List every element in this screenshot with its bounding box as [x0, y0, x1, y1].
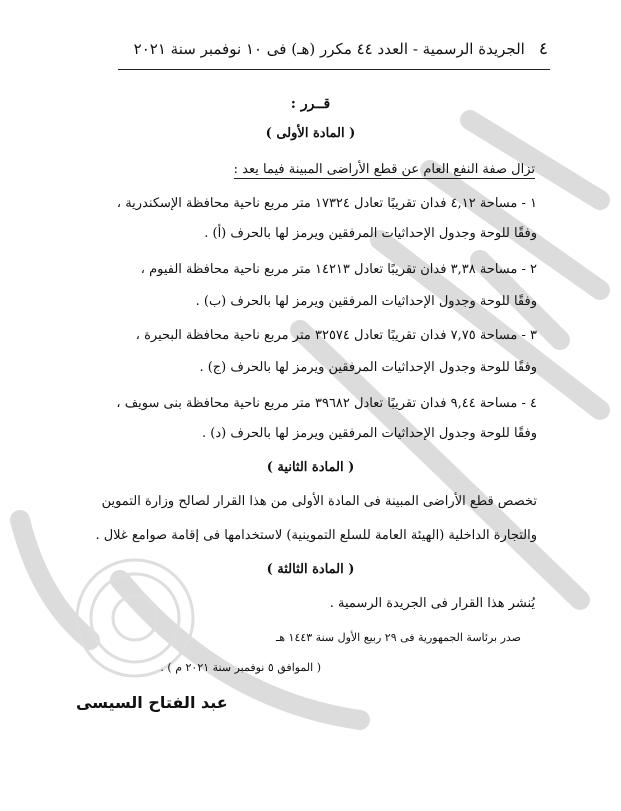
page-header	[118, 38, 548, 60]
article2-line1: تخصص قطع الأراضى المبينة فى المادة الأولى من هذا القرار لصالح وزارة التموين	[101, 494, 537, 509]
article2-heading: ( المادة الثانية )	[266, 460, 355, 475]
issued-date: صدر برئاسة الجمهورية فى ٢٩ ربيع الأول سنة ١٤٤٣ هـ	[276, 631, 521, 644]
item3-line1: ٣ - مساحة ٧,٧٥ فدان تقريبًا تعادل ٣٢٥٧٤ متر مربع ناحية محافظة البحيرة ،	[135, 328, 537, 343]
item1-line1: ١ - مساحة ٤,١٢ فدان تقريبًا تعادل ١٧٣٢٤ متر مربع ناحية محافظة الإسكندرية ،	[116, 196, 537, 211]
item4-line2: وفقًا للوحة وجدول الإحداثيات المرفقين ويرمز لها بالحرف (د) .	[202, 426, 537, 441]
item4-line1: ٤ - مساحة ٩,٤٤ فدان تقريبًا تعادل ٣٩٦٨٢ متر مربع ناحية محافظة بنى سويف ،	[116, 396, 537, 411]
decision-title: قــرر :	[290, 96, 331, 112]
header-divider	[118, 69, 550, 70]
item2-line2: وفقًا للوحة وجدول الإحداثيات المرفقين ويرمز لها بالحرف (ب) .	[195, 294, 537, 309]
article1-intro	[234, 160, 535, 180]
article3-line1: يُنشر هذا القرار فى الجريدة الرسمية .	[329, 596, 535, 611]
item1-line2: وفقًا للوحة وجدول الإحداثيات المرفقين ويرمز لها بالحرف (أ) .	[204, 226, 537, 241]
article1-heading: ( المادة الأولى )	[265, 126, 356, 141]
article3-heading: ( المادة الثالثة )	[266, 562, 355, 577]
article1-intro-text: تزال صفة النفع العام عن قطع الأراضى المبينة فيما يعد :	[233, 162, 535, 177]
signature: عبد الفتاح السيسى	[76, 693, 228, 712]
gazette-title: الجريدة الرسمية - العدد ٤٤ مكرر (هـ) فى ١٠ نوفمبر سنة ٢٠٢١	[133, 40, 525, 58]
article2-line2: والتجارة الداخلية (الهيئة العامة للسلع التموينية) لاستخدامها فى إقامة صوامع غلال .	[95, 528, 537, 543]
item3-line2: وفقًا للوحة وجدول الإحداثيات المرفقين ويرمز لها بالحرف (ج) .	[199, 360, 537, 375]
corresponding-date: ( الموافق ٥ نوفمبر سنة ٢٠٢١ م ) .	[160, 661, 321, 674]
item2-line1: ٢ - مساحة ٣,٣٨ فدان تقريبًا تعادل ١٤٢١٣ متر مربع ناحية محافظة الفيوم ،	[140, 262, 537, 277]
page-number: ٤	[538, 39, 548, 59]
